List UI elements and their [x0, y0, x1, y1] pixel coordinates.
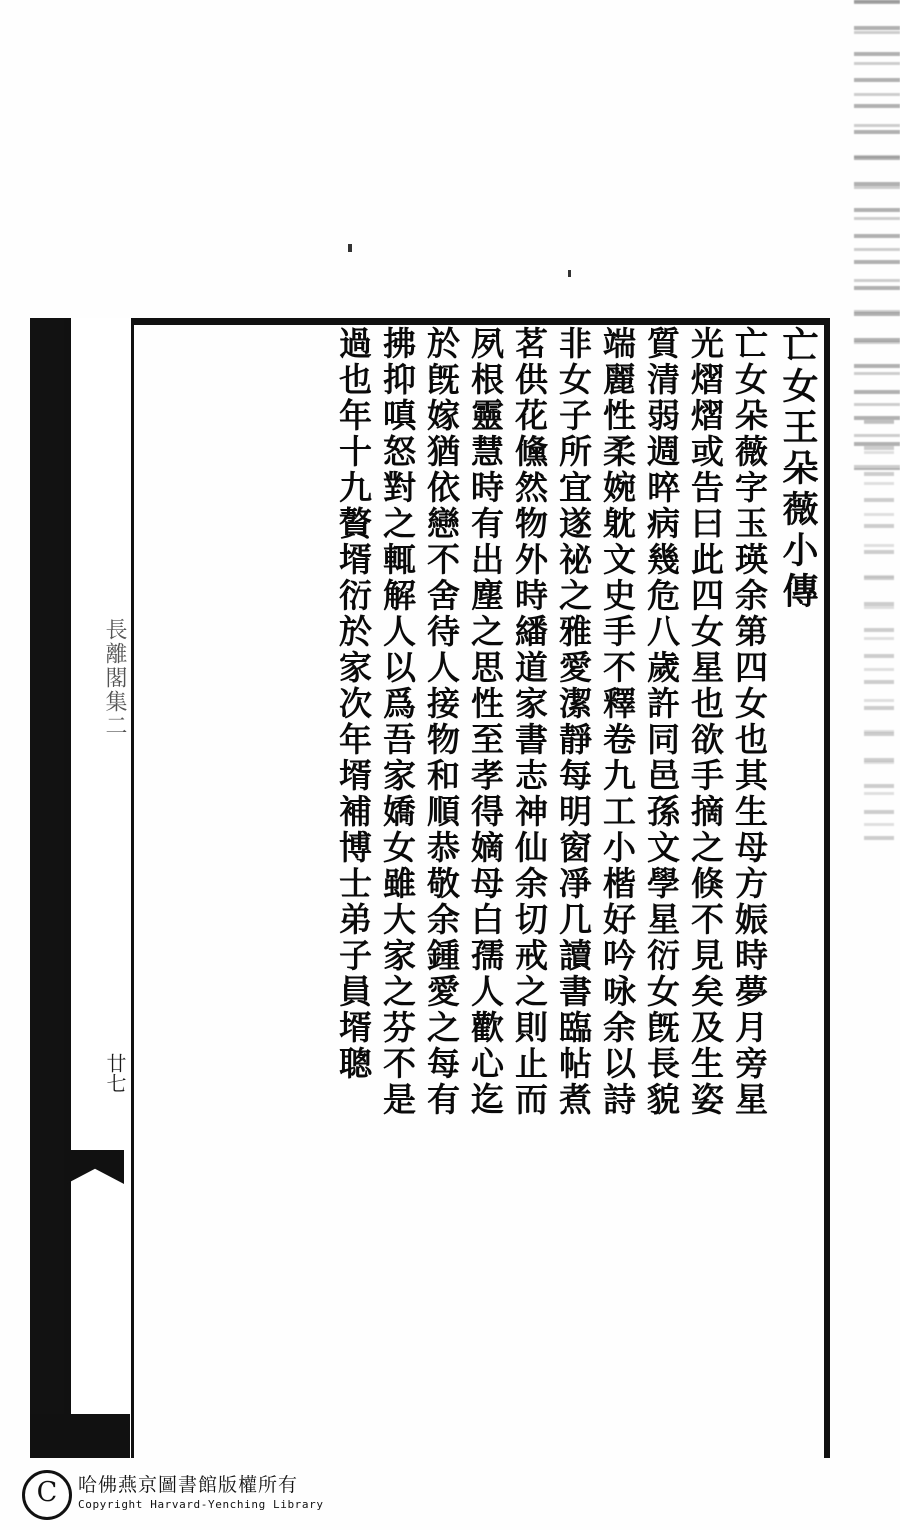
library-stamp — [22, 1468, 342, 1520]
text-column: 於旣嫁猶依戀不舍待人接物和順恭敬余鍾愛之每有 — [422, 326, 461, 1118]
column-title: 亡女王朵薇小傳 — [777, 326, 818, 613]
text-column: 夙根靈慧時有出塵之思性至孝得嫡母白孺人歡心迄 — [466, 326, 505, 1118]
text-block — [30, 318, 830, 1458]
stamp-chinese-text: 哈佛燕京圖書館版權所有 — [78, 1474, 299, 1496]
gutter-rule — [64, 318, 71, 1458]
folio-title: 長離閣集二 — [102, 618, 127, 738]
text-column: 非女子所宜遂祕之雅愛潔靜每明窗凈几讀書臨帖煮 — [554, 326, 593, 1118]
paper-edge-noise — [854, 0, 900, 470]
stamp-english-text: Copyright Harvard-Yenching Library — [78, 1498, 324, 1511]
text-column: 亡女朵薇字玉瑛余第四女也其生母方娠時夢月旁星 — [730, 326, 769, 1118]
text-column: 端麗性柔婉躭文史手不釋卷九工小楷好吟咏余以詩 — [598, 326, 637, 1118]
paper-speck — [568, 270, 571, 277]
text-column: 質清弱週晬病幾危八歲許同邑孫文學星衍女旣長貌 — [642, 326, 681, 1118]
page-number: 廿七 — [103, 1053, 127, 1093]
copyright-icon: C — [22, 1470, 72, 1520]
fishtail-mark — [66, 1150, 124, 1184]
folio-strip — [71, 318, 134, 1458]
paper-edge-noise-secondary — [864, 420, 894, 840]
gutter-bar — [30, 318, 64, 1458]
text-column: 過也年十九贅壻衍於家次年壻補博士弟子員壻聰 — [334, 326, 373, 1082]
text-column: 拂抑嗔怒對之輒解人以爲吾家嬌女雖大家之芬不是 — [378, 326, 417, 1118]
text-columns — [134, 324, 824, 1452]
gutter-bottom-block — [30, 1414, 130, 1458]
paper-speck — [348, 244, 352, 252]
text-column: 光熠熠或告曰此四女星也欲手摘之倏不見矣及生姿 — [686, 326, 725, 1118]
text-column: 茗供花儵然物外時繙道家書志神仙余切戒之則止而 — [510, 326, 549, 1118]
